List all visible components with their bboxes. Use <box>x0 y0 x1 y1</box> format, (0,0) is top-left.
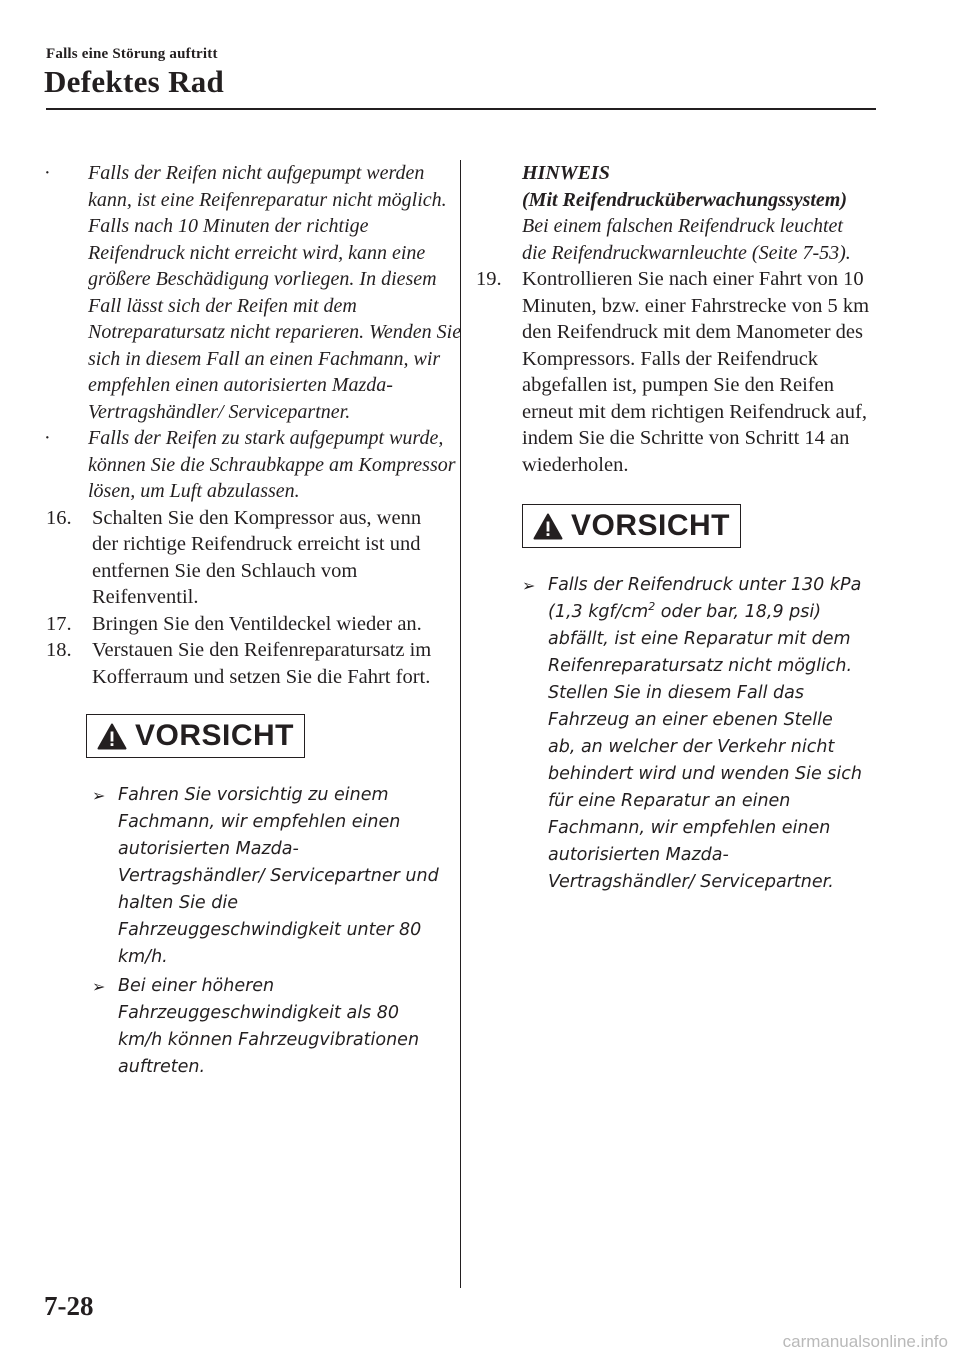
page-number: 7-28 <box>44 1291 94 1321</box>
caution-text: Fahren Sie vorsichtig zu einem Fachmann, wir empfehlen einen autorisierten Mazda-Vertragshändler/ Servicepartner und halten Sie die Fahrzeuggeschwindigkeit unter 80 km/h. <box>118 785 439 967</box>
header-rule <box>46 108 876 110</box>
step-number: 18. <box>46 639 72 661</box>
bullet-text: Falls der Reifen nicht aufgepumpt werden kann, ist eine Reifenreparatur nicht möglich. Falls nach 10 Minuten der richtige Reifendruck nicht erreicht wird, kann eine größere Beschädigung vorliegen. In diesem Fall lässt sich der Reifen mit dem Notreparatursatz nicht reparieren. Wenden Sie sich in diesem Fall an einen Fachmann, wir empfehlen einen autorisierten Mazda-Vertragshändler/ Servicepartner. <box>88 162 462 423</box>
step-text: Bringen Sie den Ventildeckel wieder an. <box>92 612 422 635</box>
section-label: Falls eine Störung auftritt <box>46 46 218 62</box>
note-heading: HINWEIS <box>522 162 610 184</box>
note-text: Bei einem falschen Reifendruck leuchtet die Reifendruckwarnleuchte (Seite 7-53). <box>522 215 851 264</box>
caution-item <box>522 572 862 896</box>
step-18 <box>46 637 436 690</box>
caution-box <box>522 504 741 548</box>
warning-triangle-icon <box>533 513 563 540</box>
left-column <box>44 160 462 1081</box>
bullet-item <box>46 425 468 505</box>
caution-text-part1: Falls der Reifendruck unter 130 kPa (1,3 kgf/cm <box>548 575 862 622</box>
step-16 <box>46 505 436 611</box>
note-block <box>476 160 862 266</box>
warning-triangle-icon <box>97 723 127 750</box>
caution-box <box>86 714 305 758</box>
bullet-dot-icon: · <box>44 427 51 449</box>
arrow-right-icon: ➢ <box>92 977 106 996</box>
caution-text: Bei einer höheren Fahrzeuggeschwindigkeit als 80 km/h können Fahrzeugvibrationen auftreten. <box>118 976 420 1077</box>
superscript-2: 2 <box>648 600 656 614</box>
right-column <box>476 160 886 896</box>
step-number: 16. <box>46 506 72 529</box>
bullet-item <box>46 160 468 425</box>
step-number: 19. <box>476 268 502 290</box>
step-text: Schalten Sie den Kompressor aus, wenn der richtige Reifendruck erreicht ist und entfernen Sie den Schlauch vom Reifenventil. <box>92 506 422 608</box>
step-number: 17. <box>46 612 72 635</box>
step-text: Kontrollieren Sie nach einer Fahrt von 10 Minuten, bzw. einer Fahrstrecke von 5 km den Reifendruck mit dem Manometer des Kompressors. Falls der Reifendruck abgefallen ist, pumpen Sie den Reifen erneut mit dem richtigen Reifendruck auf, indem Sie die Schritte von Schritt 14 an wiederholen. <box>522 268 870 476</box>
caution-item <box>92 973 442 1081</box>
step-text: Verstauen Sie den Reifenreparatursatz im Kofferraum und setzen Sie die Fahrt fort. <box>92 639 432 688</box>
caution-item <box>92 782 442 971</box>
bullet-dot-icon: · <box>44 162 51 184</box>
caution-label: VORSICHT <box>571 509 731 542</box>
step-17 <box>46 611 436 638</box>
note-subheading: (Mit Reifendrucküberwachungssystem) <box>522 188 848 211</box>
watermark: carmanualsonline.info <box>782 1332 948 1351</box>
caution-text-part2: oder bar, 18,9 psi) abfällt, ist eine Reparatur mit dem Reifenreparatursatz nicht möglich. Stellen Sie in diesem Fall das Fahrzeug an einer ebenen Stelle ab, an welcher der Verkehr nicht behindert wird und wenden Sie sich für eine Reparatur an einen Fachmann, wir empfehlen einen autorisierten Mazda-Vertragshändler/ Servicepartner. <box>548 602 863 892</box>
step-19 <box>476 266 874 478</box>
caution-label: VORSICHT <box>135 719 295 752</box>
bullet-text: Falls der Reifen zu stark aufgepumpt wurde, können Sie die Schraubkappe am Kompressor lösen, um Luft abzulassen. <box>88 427 456 502</box>
page-title: Defektes Rad <box>44 64 225 99</box>
arrow-right-icon: ➢ <box>92 786 106 805</box>
arrow-right-icon: ➢ <box>522 576 536 595</box>
